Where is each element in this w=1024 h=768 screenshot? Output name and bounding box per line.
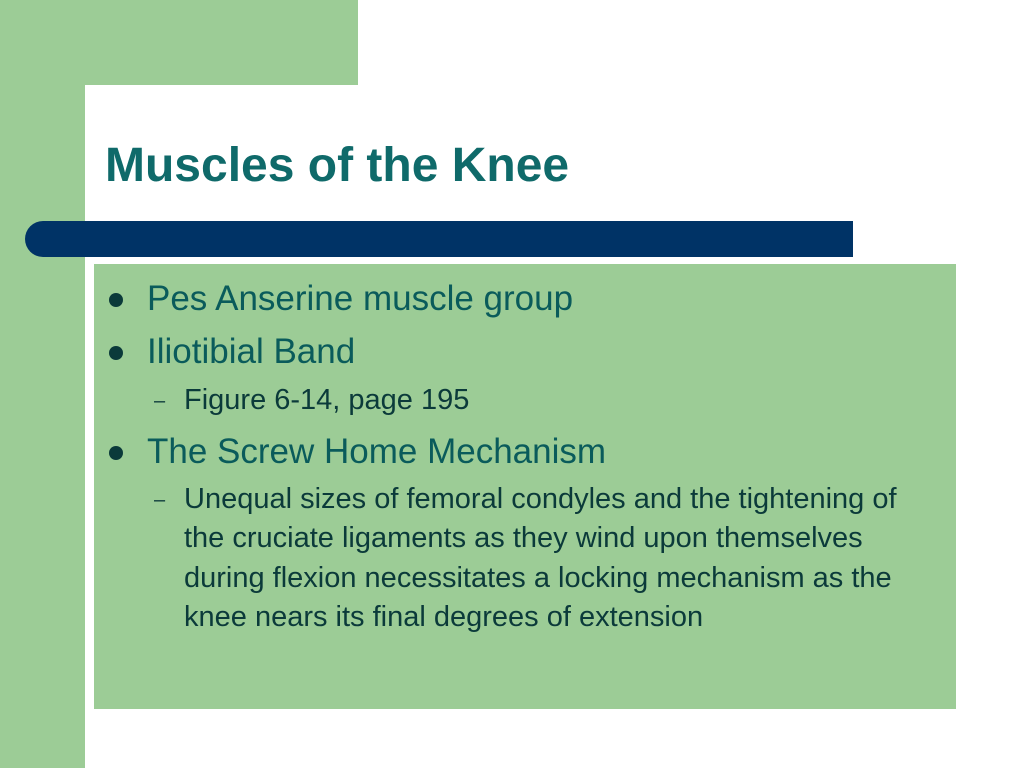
bullet-item (106, 278, 926, 319)
bullet-item (106, 431, 926, 638)
decorative-green-band-left (0, 0, 85, 768)
bullet-text: The Screw Home Mechanism (147, 431, 607, 471)
bullet-dot-icon (109, 446, 123, 460)
sub-bullet-text: Unequal sizes of femoral condyles and the tightening of the cruciate ligaments as they wind upon themselves during flexion necessitates a locking mechanism as the knee nears its final degrees of extension (184, 482, 897, 634)
title-underline-bar (25, 221, 853, 257)
sub-bullet-list (154, 381, 926, 421)
bullet-item (106, 331, 926, 420)
sub-bullet-text: Figure 6-14, page 195 (184, 383, 470, 416)
bullet-dot-icon (109, 293, 123, 307)
sub-bullet-item (154, 381, 926, 421)
sub-bullet-item (154, 480, 926, 638)
bullet-dot-icon (109, 346, 123, 360)
slide-title: Muscles of the Knee (105, 139, 570, 192)
content-panel (94, 264, 956, 709)
dash-marker-icon: – (154, 389, 166, 412)
bullet-text: Iliotibial Band (147, 332, 356, 372)
sub-bullet-list (154, 480, 926, 638)
dash-marker-icon: – (154, 488, 166, 511)
bullet-list (106, 278, 926, 638)
bullet-text: Pes Anserine muscle group (147, 279, 574, 318)
